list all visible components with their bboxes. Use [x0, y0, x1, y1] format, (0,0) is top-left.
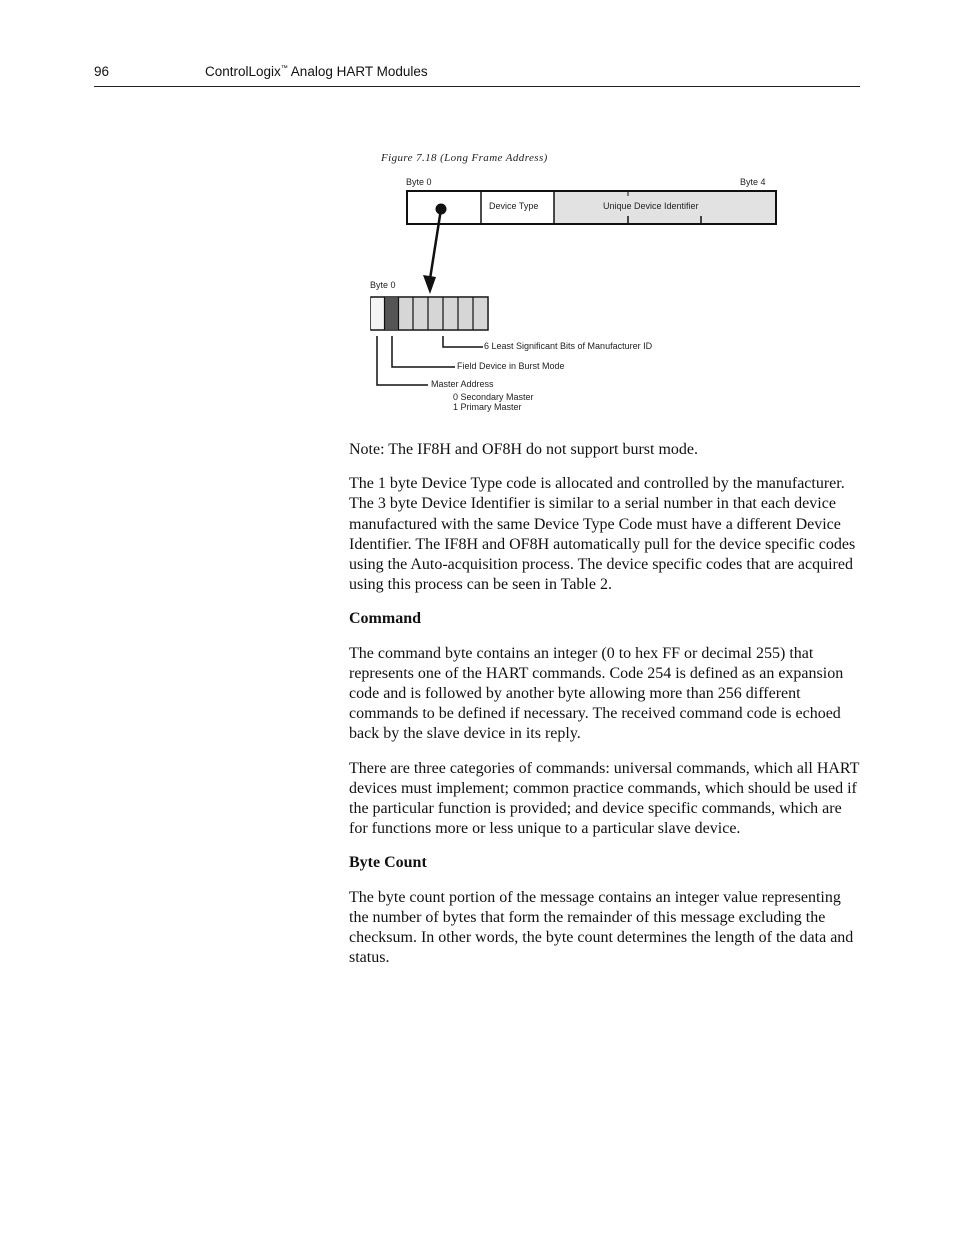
categories-paragraph: There are three categories of commands: universal commands, which all HART devices must implement; common practice commands, which should be used if the particular function is provided; and device specific commands, which are for functions more or less unique to a particular slave device. [349, 759, 860, 838]
byte-count-heading: Byte Count [349, 854, 427, 872]
unique-device-identifier-label: Unique Device Identifier [603, 201, 699, 211]
leader-ls-bits [443, 336, 483, 347]
long-frame-address-figure [360, 148, 800, 423]
running-title-rest: Analog HART Modules [287, 64, 428, 79]
byte0-top-label: Byte 0 [406, 177, 432, 187]
leader-master-address [377, 336, 428, 385]
secondary-master-label: 0 Secondary Master [453, 392, 534, 402]
device-type-paragraph: The 1 byte Device Type code is allocated and controlled by the manufacturer. The 3 byte Device Identifier is similar to a serial number in that each device manufactured with the same Device Type Code must have a different Device Identifier. The IF8H and OF8H automatically pull for the device specific codes using the Auto-acquisition process. The device specific codes that are acquired using this process can be seen in Table 2. [349, 475, 856, 594]
master-address-label: Master Address [431, 379, 494, 389]
page-header [94, 62, 860, 87]
command-paragraph: The command byte contains an integer (0 to hex FF or decimal 255) that represents one of the HART commands. Code 254 is defined as an expansion code and is followed by another byte allowing more than 256 different commands to be defined if necessary. The received command code is echoed back by the slave device in its reply. [349, 644, 844, 743]
byte0-bits-label: Byte 0 [370, 280, 396, 290]
command-heading: Command [349, 610, 422, 628]
running-title [205, 64, 428, 79]
bit-6-burst [385, 298, 398, 329]
byte4-top-label: Byte 4 [740, 177, 766, 187]
note-paragraph: Note: The IF8H and OF8H do not support burst mode. [349, 441, 699, 458]
running-title-brand: ControlLogix [205, 64, 281, 79]
page-number: 96 [94, 64, 110, 79]
bit-7-master [371, 298, 384, 329]
trademark-symbol: ™ [280, 65, 288, 72]
body-content [349, 440, 861, 982]
frame-diagram [360, 148, 800, 423]
burst-mode-label: Field Device in Burst Mode [457, 361, 565, 371]
ls-bits-label: 6 Least Significant Bits of Manufacturer ID [484, 341, 653, 351]
primary-master-label: 1 Primary Master [453, 402, 522, 412]
arrowhead [423, 275, 436, 294]
device-type-label: Device Type [489, 201, 539, 211]
byte-count-paragraph: The byte count portion of the message contains an integer value representing the number of bytes that form the remainder of this message excluding the checksum. In other words, the byte count determines the length of the data and status. [349, 888, 854, 967]
leader-burst-mode [392, 336, 455, 367]
figure-caption: Figure 7.18 (Long Frame Address) [381, 152, 548, 164]
